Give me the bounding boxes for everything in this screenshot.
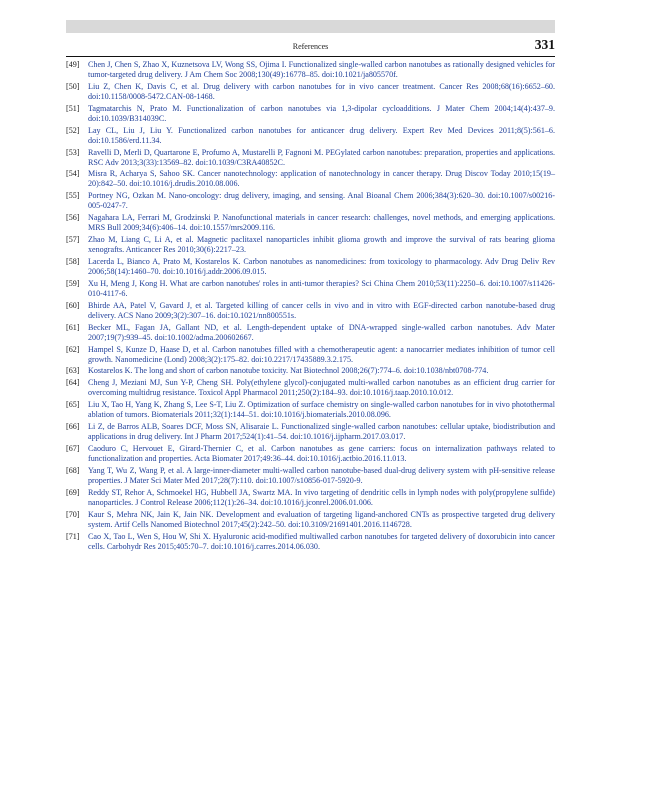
reference-item — [66, 345, 555, 365]
page-number: 331 — [534, 37, 555, 52]
reference-item — [66, 400, 555, 420]
reference-item — [66, 323, 555, 343]
reference-citation-link[interactable]: Chen J, Chen S, Zhao X, Kuznetsova LV, Wong SS, Ojima I. Functionalized single-walled carbon nanotubes as rationally designed vehicles for tumor-targeted drug delivery. J Am Chem Soc 2008;130(49):16778–85. doi:10.1021/ja805570f. — [88, 60, 555, 79]
reference-citation-link[interactable]: Portney NG, Ozkan M. Nano-oncology: drug delivery, imaging, and sensing. Anal Bioanal Chem 2006;384(3):620–30. doi:10.1007/s00216-005-0247-7. — [88, 191, 555, 211]
reference-item — [66, 366, 555, 376]
reference-number: [69] — [66, 487, 80, 497]
reference-citation-link[interactable]: Bhirde AA, Patel V, Gavard J, et al. Targeted killing of cancer cells in vivo and in vitro with EGF-directed carbon nanotube-based drug delivery. ACS Nano 2009;3(2):307–16. doi:10.1021/nn800551s. — [88, 300, 555, 320]
header-bar — [66, 20, 555, 33]
reference-number: [61] — [66, 322, 80, 332]
reference-item — [66, 126, 555, 146]
running-header — [66, 36, 555, 54]
reference-number: [51] — [66, 103, 80, 113]
reference-number: [71] — [66, 531, 80, 541]
reference-number: [64] — [66, 378, 80, 388]
reference-item — [66, 191, 555, 211]
reference-citation-link[interactable]: Li Z, de Barros ALB, Soares DCF, Moss SN, Alisaraie L. Functionalized single-walled carbon nanotubes: cellular uptake, biodistribution and applications in drug delivery. Int J Pharm 2017;524(1):41–54. doi:10.1016/j.ijpharm.2017.03.017. — [88, 422, 555, 442]
reference-number: [60] — [66, 300, 80, 310]
reference-item — [66, 488, 555, 508]
reference-citation-link[interactable]: Xu H, Meng J, Kong H. What are carbon nanotubes' roles in anti-tumor therapies? Sci China Chem 2010;53(11):2250–6. doi:10.1007/s11426-010-4117-6. — [88, 278, 555, 298]
reference-number: [70] — [66, 509, 80, 519]
reference-item — [66, 301, 555, 321]
running-header-title: References — [292, 42, 329, 51]
reference-item — [66, 169, 555, 189]
reference-citation-link[interactable]: Lacerda L, Bianco A, Prato M, Kostarelos K. Carbon nanotubes as nanomedicines: from toxicology to pharmacology. Adv Drug Deliv Rev 2006;58(14):1460–70. doi:10.1016/j.addr.2006.09.015. — [88, 257, 555, 277]
header-rule — [66, 56, 555, 57]
reference-number: [55] — [66, 191, 80, 201]
reference-number: [53] — [66, 147, 80, 157]
reference-item — [66, 257, 555, 277]
reference-number: [67] — [66, 444, 80, 454]
reference-citation-link[interactable]: Lay CL, Liu J, Liu Y. Functionalized carbon nanotubes for anticancer drug delivery. Expert Rev Med Devices 2011;8(5):561–6. doi:10.1586/erd.11.34. — [88, 125, 555, 145]
reference-number: [66] — [66, 422, 80, 432]
reference-citation-link[interactable]: Cheng J, Meziani MJ, Sun Y-P, Cheng SH. Poly(ethylene glycol)-conjugated multi-walled carbon nanotubes as an efficient drug carrier for overcoming multidrug resistance. Toxicol Appl Pharmacol 2011;250(2):184–93. doi:10.1016/j.taap.2010.10.012. — [88, 378, 555, 398]
reference-item — [66, 279, 555, 299]
reference-item — [66, 104, 555, 124]
reference-citation-link[interactable]: Yang T, Wu Z, Wang P, et al. A large-inner-diameter multi-walled carbon nanotube-based dual-drug delivery system with pH-sensitive release properties. J Mater Sci Mater Med 2017;28(7):110. doi:10.1007/s10856-017-5920-9. — [88, 465, 555, 485]
reference-citation-link[interactable]: Zhao M, Liang C, Li A, et al. Magnetic paclitaxel nanoparticles inhibit glioma growth and improve the survival of rats bearing glioma xenografts. Anticancer Res 2010;30(6):2217–23. — [88, 235, 555, 255]
reference-item — [66, 532, 555, 552]
reference-citation-link[interactable]: Kostarelos K. The long and short of carbon nanotube toxicity. Nat Biotechnol 2008;26(7):774–6. doi:10.1038/nbt0708-774. — [88, 366, 489, 376]
reference-citation-link[interactable]: Tagmatarchis N, Prato M. Functionalization of carbon nanotubes via 1,3-dipolar cycloadditions. J Mater Chem 2004;14(4):437–9. doi:10.1039/B314039C. — [88, 103, 555, 123]
reference-item — [66, 213, 555, 233]
reference-citation-link[interactable]: Liu X, Tao H, Yang K, Zhang S, Lee S-T, Liu Z. Optimization of surface chemistry on single-walled carbon nanotubes for in vivo photothermal ablation of tumors. Biomaterials 2011;32(1):144–51. doi:10.1016/j.biomaterials.2010.08.096. — [88, 400, 555, 420]
reference-number: [58] — [66, 257, 80, 267]
reference-list — [66, 60, 555, 553]
reference-item — [66, 510, 555, 530]
reference-number: [68] — [66, 465, 80, 475]
reference-item — [66, 466, 555, 486]
reference-citation-link[interactable]: Reddy ST, Rehor A, Schmoekel HG, Hubbell JA, Swartz MA. In vivo targeting of dendritic cells in lymph nodes with poly(propylene sulfide) nanoparticles. J Control Release 2006;112(1):26–34. doi:10.1016/j.jconrel.2006.01.006. — [88, 487, 555, 507]
reference-number: [49] — [66, 60, 80, 69]
reference-number: [65] — [66, 400, 80, 410]
reference-item — [66, 422, 555, 442]
reference-citation-link[interactable]: Misra R, Acharya S, Sahoo SK. Cancer nanotechnology: application of nanotechnology in cancer therapy. Drug Discov Today 2010;15(19–20):842–50. doi:10.1016/j.drudis.2010.08.006. — [88, 169, 555, 189]
reference-citation-link[interactable]: Hampel S, Kunze D, Haase D, et al. Carbon nanotubes filled with a chemotherapeutic agent: a nanocarrier mediates inhibition of tumor cell growth. Nanomedicine (Lond) 2008;3(2):175–82. doi:10.2217/17435889.3.2.175. — [88, 344, 555, 364]
reference-citation-link[interactable]: Ravelli D, Merli D, Quartarone E, Profumo A, Mustarelli P, Fagnoni M. PEGylated carbon nanotubes: preparation, properties and applications. RSC Adv 2013;3(33):13569–82. doi:10.1039/C3RA40852C. — [88, 147, 555, 167]
reference-citation-link[interactable]: Kaur S, Mehra NK, Jain K, Jain NK. Development and evaluation of targeting ligand-anchored CNTs as prospective targeted drug delivery system. Artif Cells Nanomed Biotechnol 2017;45(2):242–50. doi:10.3109/21691401.2016.1146728. — [88, 509, 555, 529]
reference-citation-link[interactable]: Becker ML, Fagan JA, Gallant ND, et al. Length-dependent uptake of DNA-wrapped single-walled carbon nanotubes. Adv Mater 2007;19(7):939–45. doi:10.1002/adma.200602667. — [88, 322, 555, 342]
reference-item — [66, 378, 555, 398]
reference-citation-link[interactable]: Nagahara LA, Ferrari M, Grodzinski P. Nanofunctional materials in cancer research: challenges, novel methods, and emerging applications. MRS Bull 2009;34(6):406–14. doi:10.1557/mrs2009.116. — [88, 213, 555, 233]
reference-citation-link[interactable]: Caoduro C, Hervouet E, Girard-Thernier C, et al. Carbon nanotubes as gene carriers: focus on internalization pathways related to functionalization and properties. Acta Biomater 2017;49:36–44. doi:10.1016/j.actbio.2016.11.013. — [88, 444, 555, 464]
reference-citation-link[interactable]: Cao X, Tao L, Wen S, Hou W, Shi X. Hyaluronic acid-modified multiwalled carbon nanotubes for targeted delivery of doxorubicin into cancer cells. Carbohydr Res 2015;405:70–7. doi:10.1016/j.carres.2014.06.030. — [88, 531, 555, 551]
reference-item — [66, 235, 555, 255]
reference-item — [66, 60, 555, 80]
reference-number: [52] — [66, 125, 80, 135]
reference-item — [66, 82, 555, 102]
reference-number: [56] — [66, 213, 80, 223]
reference-number: [62] — [66, 344, 80, 354]
reference-number: [50] — [66, 81, 80, 91]
reference-number: [63] — [66, 366, 80, 376]
reference-number: [57] — [66, 235, 80, 245]
reference-item — [66, 148, 555, 168]
reference-item — [66, 444, 555, 464]
reference-number: [59] — [66, 278, 80, 288]
reference-number: [54] — [66, 169, 80, 179]
reference-citation-link[interactable]: Liu Z, Chen K, Davis C, et al. Drug delivery with carbon nanotubes for in vivo cancer treatment. Cancer Res 2008;68(16):6652–60. doi:10.1158/0008-5472.CAN-08-1468. — [88, 81, 555, 101]
